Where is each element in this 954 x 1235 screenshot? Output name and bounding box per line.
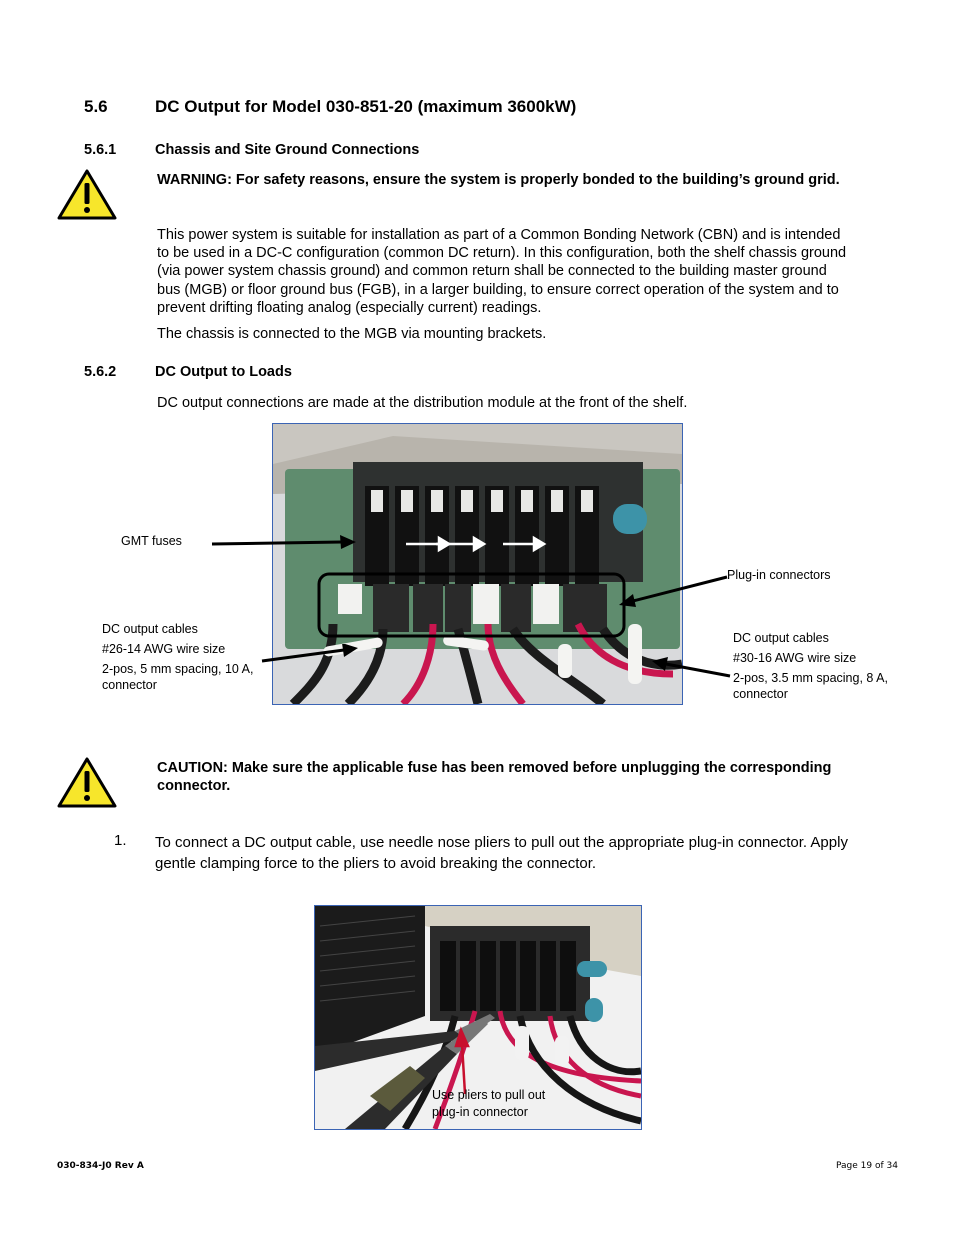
paragraph-line: to be used in a DC-C configuration (common DC return). In this configuration, both the shelf chassis ground	[157, 245, 847, 262]
warning-text: WARNING: For safety reasons, ensure the system is properly bonded to the building’s ground grid.	[157, 172, 840, 188]
callout-line: DC output cables	[733, 631, 829, 645]
caution-line: CAUTION: Make sure the applicable fuse has been removed before unplugging the corresponding	[157, 760, 832, 776]
caution-text	[157, 759, 831, 795]
cbn-paragraph	[157, 226, 846, 317]
pliers-label-line: plug-in connector	[432, 1105, 528, 1119]
subsection-number-1: 5.6.1	[84, 142, 117, 158]
callout-line: connector	[102, 678, 157, 692]
right-cable-callout	[733, 628, 888, 702]
callout-line: 2-pos, 3.5 mm spacing, 8 A,	[733, 671, 888, 685]
gmt-fuses-arrow	[210, 533, 360, 551]
caution-line: connector.	[157, 778, 231, 795]
gmt-fuses-label: GMT fuses	[121, 534, 182, 548]
paragraph-line: prevent drifting floating analog (especially current) readings.	[157, 299, 542, 316]
callout-line: #30-16 AWG wire size	[733, 651, 857, 665]
warning-triangle-icon	[57, 169, 117, 220]
right-cable-arrow	[650, 655, 732, 679]
paragraph-line: This power system is suitable for installation as part of a Common Bonding Network (CBN) and is intended	[157, 227, 841, 243]
step-line: gentle clamping force to the pliers to avoid breaking the connector.	[155, 855, 597, 872]
left-cable-arrow	[260, 644, 360, 664]
section-title: DC Output for Model 030-851-20 (maximum 3600kW)	[155, 97, 577, 116]
caution-triangle-icon	[57, 757, 117, 808]
subsection-title-2: DC Output to Loads	[155, 364, 292, 380]
footer-page-number: Page 19 of 34	[836, 1161, 898, 1171]
section-number: 5.6	[84, 97, 108, 116]
subsection-number-2: 5.6.2	[84, 364, 117, 380]
callout-line: 2-pos, 5 mm spacing, 10 A,	[102, 662, 254, 676]
footer-doc-id: 030-834-J0 Rev A	[57, 1161, 144, 1171]
callout-line: connector	[733, 687, 788, 701]
step-line: To connect a DC output cable, use needle nose pliers to pull out the appropriate plug-in connector. Apply	[155, 834, 848, 851]
step-text	[155, 832, 848, 874]
plugin-connectors-arrow	[617, 574, 729, 608]
subsection-title-1: Chassis and Site Ground Connections	[155, 142, 420, 158]
pliers-label-line: Use pliers to pull out	[432, 1088, 546, 1102]
mgb-paragraph: The chassis is connected to the MGB via mounting brackets.	[157, 326, 547, 342]
paragraph-line: (via power system chassis ground) and common return shall be connected to the building master ground	[157, 263, 827, 280]
callout-line: #26-14 AWG wire size	[102, 642, 226, 656]
step-number: 1.	[114, 832, 127, 849]
paragraph-line: bus (MGB) or floor ground bus (FGB), in a larger building, to ensure correct operation of the system and to	[157, 281, 839, 298]
pliers-label	[432, 1087, 545, 1121]
left-cable-callout	[102, 619, 253, 693]
callout-line: DC output cables	[102, 622, 198, 636]
plugin-connectors-label: Plug-in connectors	[727, 568, 831, 582]
dc-output-paragraph: DC output connections are made at the distribution module at the front of the shelf.	[157, 395, 688, 411]
